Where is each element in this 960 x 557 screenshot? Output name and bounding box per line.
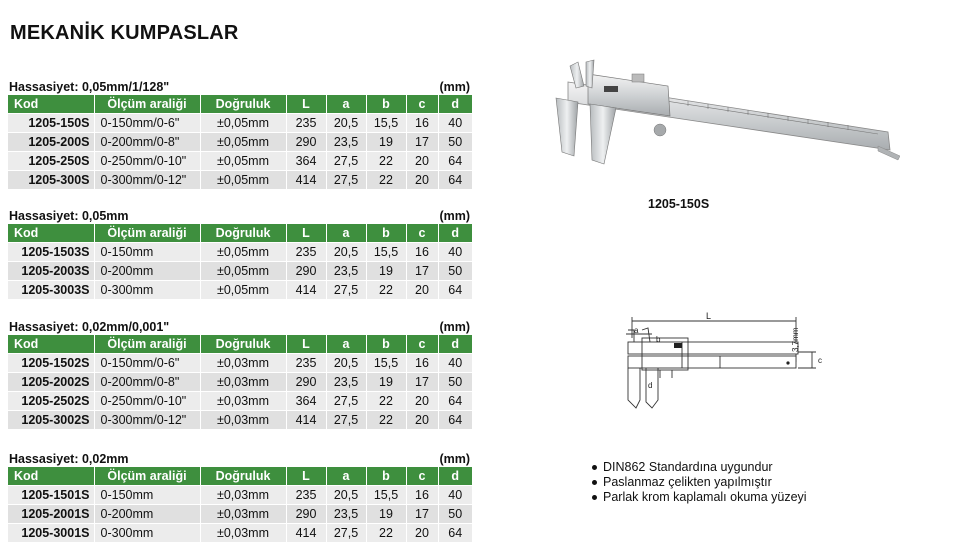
table-cell: 22 [366,411,406,430]
spec-section [8,80,472,189]
column-header: Kod [8,335,94,354]
column-header: Ölçüm araliği [94,335,200,354]
table-cell: 50 [438,373,472,392]
table-cell: 235 [286,354,326,373]
product-code: 1205-1501S [8,486,94,505]
table-cell: 235 [286,243,326,262]
table-row [8,152,472,171]
section-unit: (mm) [439,452,470,466]
table-row [8,392,472,411]
table-cell: 15,5 [366,354,406,373]
table-cell: ±0,05mm [200,262,286,281]
spec-table [8,95,472,189]
section-unit: (mm) [439,80,470,94]
table-cell: 50 [438,262,472,281]
table-cell: 20,5 [326,354,366,373]
table-cell: 235 [286,114,326,133]
table-cell: 290 [286,505,326,524]
section-header [8,209,472,224]
table-cell: 20 [406,392,438,411]
table-cell: 64 [438,392,472,411]
table-cell: 17 [406,373,438,392]
table-cell: 16 [406,114,438,133]
table-cell: 23,5 [326,133,366,152]
table-cell: ±0,03mm [200,524,286,543]
product-code: 1205-1503S [8,243,94,262]
table-cell: 16 [406,243,438,262]
table-row [8,505,472,524]
section-header [8,452,472,467]
table-header-row [8,224,472,243]
table-cell: 20 [406,152,438,171]
column-header: d [438,335,472,354]
table-cell: 19 [366,505,406,524]
table-cell: 0-150mm/0-6" [94,354,200,373]
table-cell: 64 [438,152,472,171]
table-header-row [8,467,472,486]
table-cell: 64 [438,171,472,190]
table-cell: 0-150mm/0-6" [94,114,200,133]
table-cell: ±0,05mm [200,281,286,300]
column-header: a [326,467,366,486]
table-cell: 364 [286,152,326,171]
bullet-icon [592,480,597,485]
column-header: c [406,224,438,243]
feature-text: Parlak krom kaplamalı okuma yüzeyi [603,490,807,504]
section-header [8,320,472,335]
column-header: b [366,335,406,354]
table-cell: 22 [366,524,406,543]
table-header-row [8,95,472,114]
table-cell: 414 [286,524,326,543]
table-cell: 15,5 [366,486,406,505]
column-header: d [438,467,472,486]
table-cell: 64 [438,411,472,430]
column-header: b [366,95,406,114]
table-row [8,411,472,430]
spec-table [8,335,472,429]
section-header [8,80,472,95]
product-code: 1205-1502S [8,354,94,373]
feature-list [592,460,807,505]
column-header: a [326,224,366,243]
column-header: Doğruluk [200,335,286,354]
column-header: a [326,95,366,114]
spec-section [8,209,472,299]
table-cell: 0-250mm/0-10" [94,152,200,171]
table-cell: 414 [286,171,326,190]
table-cell: 0-300mm [94,524,200,543]
product-code: 1205-250S [8,152,94,171]
table-row [8,524,472,543]
table-cell: 27,5 [326,392,366,411]
table-cell: 0-200mm/0-8" [94,133,200,152]
table-cell: ±0,03mm [200,392,286,411]
table-row [8,354,472,373]
table-cell: 50 [438,505,472,524]
spec-table [8,467,472,542]
table-cell: 27,5 [326,152,366,171]
column-header: Doğruluk [200,224,286,243]
table-cell: 20,5 [326,486,366,505]
table-cell: 16 [406,486,438,505]
product-code: 1205-2502S [8,392,94,411]
photo-caption: 1205-150S [648,197,710,211]
column-header: d [438,224,472,243]
table-cell: 15,5 [366,243,406,262]
table-cell: 64 [438,281,472,300]
table-cell: 20 [406,411,438,430]
diagram-label-L: L [706,312,712,321]
table-cell: ±0,03mm [200,354,286,373]
table-cell: 23,5 [326,373,366,392]
product-code: 1205-3003S [8,281,94,300]
table-cell: ±0,05mm [200,243,286,262]
table-cell: 40 [438,243,472,262]
spec-table [8,224,472,299]
table-cell: 19 [366,133,406,152]
feature-text: DIN862 Standardına uygundur [603,460,773,474]
table-cell: 64 [438,524,472,543]
table-cell: 19 [366,262,406,281]
section-heading: Hassasiyet: 0,05mm/1/128" [9,80,170,94]
table-cell: 414 [286,411,326,430]
table-cell: 23,5 [326,262,366,281]
page-title: MEKANİK KUMPASLAR [10,22,239,44]
table-cell: 0-200mm [94,262,200,281]
product-code: 1205-200S [8,133,94,152]
diagram-label-c: c [818,356,822,365]
column-header: Ölçüm araliği [94,467,200,486]
column-header: b [366,224,406,243]
table-cell: 16 [406,354,438,373]
column-header: Ölçüm araliği [94,224,200,243]
product-code: 1205-3002S [8,411,94,430]
table-cell: 235 [286,486,326,505]
table-cell: ±0,03mm [200,373,286,392]
diagram-label-dim: 3,7mm [791,327,800,352]
column-header: Doğruluk [200,467,286,486]
column-header: Kod [8,467,94,486]
table-cell: 27,5 [326,281,366,300]
table-cell: 414 [286,281,326,300]
table-cell: 22 [366,392,406,411]
column-header: Ölçüm araliği [94,95,200,114]
feature-item [592,490,807,505]
table-cell: ±0,03mm [200,411,286,430]
table-row [8,486,472,505]
feature-item [592,475,807,490]
table-cell: 17 [406,133,438,152]
table-row [8,171,472,190]
table-cell: ±0,05mm [200,114,286,133]
table-cell: 20 [406,524,438,543]
section-heading: Hassasiyet: 0,02mm [9,452,129,466]
table-cell: 50 [438,133,472,152]
column-header: Doğruluk [200,95,286,114]
column-header: L [286,467,326,486]
table-cell: 20,5 [326,243,366,262]
column-header: L [286,335,326,354]
table-cell: 15,5 [366,114,406,133]
table-cell: 20,5 [326,114,366,133]
table-cell: 22 [366,152,406,171]
table-cell: 22 [366,281,406,300]
table-cell: 364 [286,392,326,411]
table-cell: 0-150mm [94,486,200,505]
table-cell: 27,5 [326,411,366,430]
column-header: c [406,467,438,486]
bullet-icon [592,465,597,470]
table-cell: 0-300mm/0-12" [94,171,200,190]
table-row [8,114,472,133]
table-header-row [8,335,472,354]
column-header: L [286,95,326,114]
section-unit: (mm) [439,209,470,223]
table-row [8,262,472,281]
table-cell: 17 [406,505,438,524]
product-code: 1205-2001S [8,505,94,524]
table-cell: ±0,05mm [200,133,286,152]
table-cell: 27,5 [326,171,366,190]
section-heading: Hassasiyet: 0,05mm [9,209,129,223]
spec-section [8,452,472,542]
product-code: 1205-150S [8,114,94,133]
table-cell: 0-300mm [94,281,200,300]
column-header: d [438,95,472,114]
table-cell: 0-150mm [94,243,200,262]
table-row [8,281,472,300]
table-cell: 290 [286,133,326,152]
table-cell: 0-200mm/0-8" [94,373,200,392]
column-header: a [326,335,366,354]
table-cell: ±0,03mm [200,505,286,524]
table-cell: 20 [406,171,438,190]
product-code: 1205-3001S [8,524,94,543]
table-row [8,243,472,262]
table-cell: 290 [286,262,326,281]
table-cell: 40 [438,114,472,133]
table-row [8,133,472,152]
table-cell: 290 [286,373,326,392]
feature-item [592,460,807,475]
column-header: c [406,95,438,114]
table-row [8,373,472,392]
table-cell: 27,5 [326,524,366,543]
column-header: b [366,467,406,486]
table-cell: 0-300mm/0-12" [94,411,200,430]
table-cell: 22 [366,171,406,190]
caliper-photo [548,52,900,172]
table-cell: 40 [438,486,472,505]
table-cell: 0-250mm/0-10" [94,392,200,411]
product-code: 1205-300S [8,171,94,190]
table-cell: ±0,05mm [200,171,286,190]
product-code: 1205-2002S [8,373,94,392]
section-heading: Hassasiyet: 0,02mm/0,001" [9,320,170,334]
diagram-label-d: d [648,381,653,390]
table-cell: 20 [406,281,438,300]
feature-text: Paslanmaz çelikten yapılmıştır [603,475,772,489]
table-cell: ±0,03mm [200,486,286,505]
bullet-icon [592,495,597,500]
column-header: L [286,224,326,243]
table-cell: 17 [406,262,438,281]
diagram-label-a: a [634,326,639,335]
column-header: Kod [8,95,94,114]
section-unit: (mm) [439,320,470,334]
product-code: 1205-2003S [8,262,94,281]
column-header: Kod [8,224,94,243]
spec-section [8,320,472,429]
table-cell: ±0,05mm [200,152,286,171]
caliper-diagram [612,312,832,412]
table-cell: 19 [366,373,406,392]
table-cell: 0-200mm [94,505,200,524]
diagram-label-b: b [656,335,661,344]
column-header: c [406,335,438,354]
table-cell: 40 [438,354,472,373]
table-cell: 23,5 [326,505,366,524]
